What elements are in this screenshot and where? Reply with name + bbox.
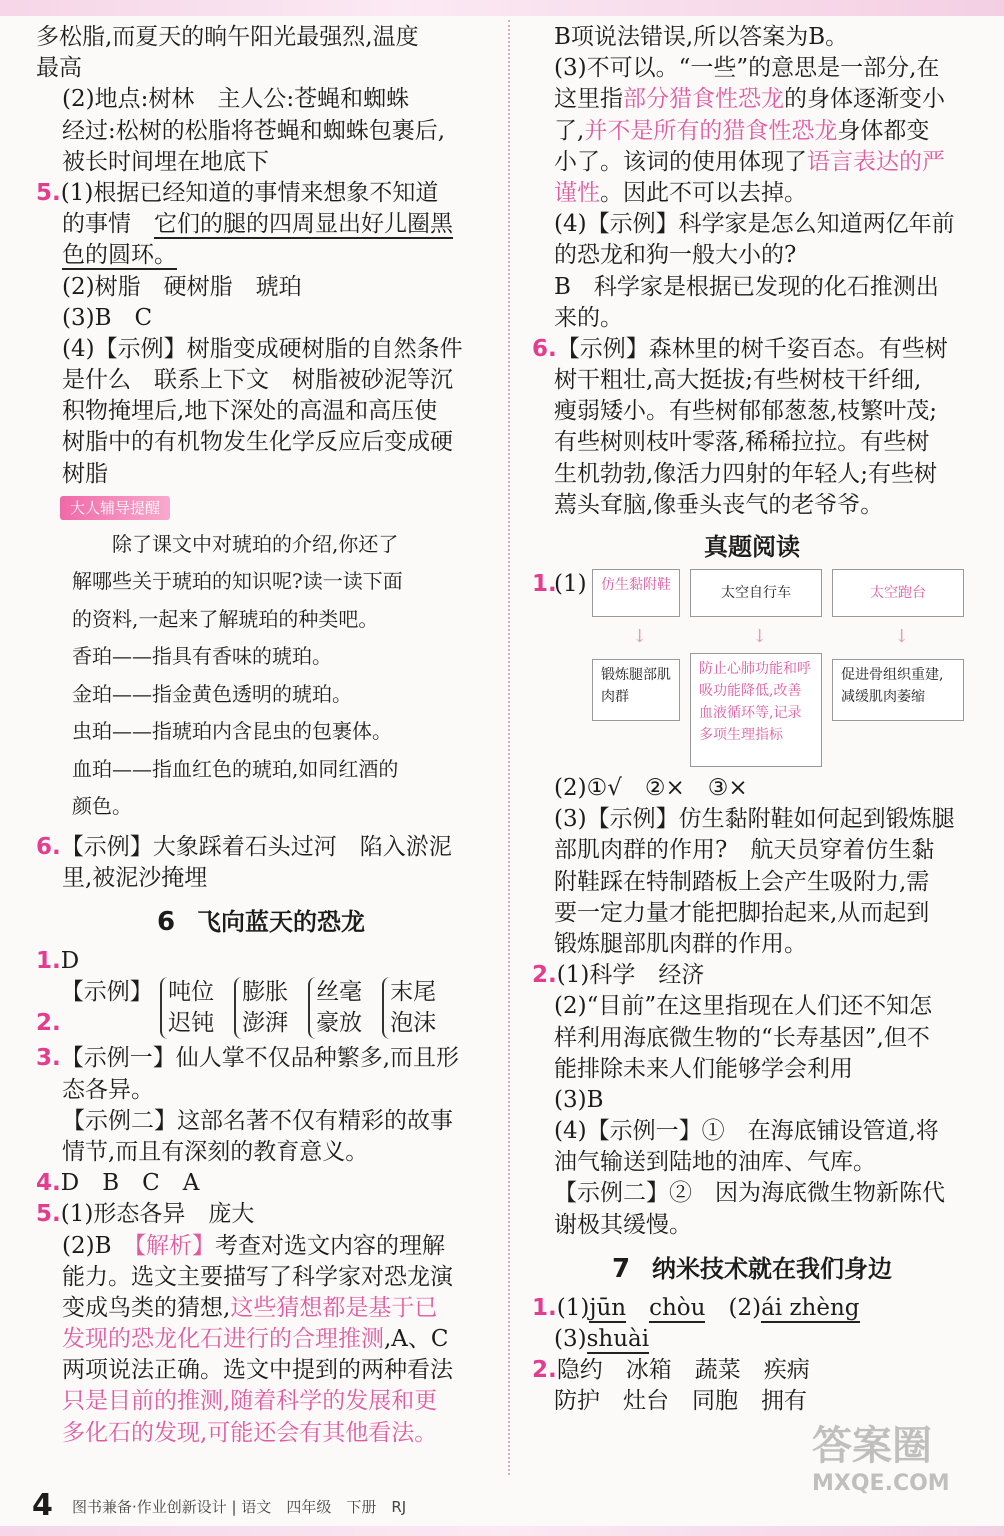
answer-text: (4)【示例】科学家是怎么知道两亿年前: [554, 211, 955, 238]
answer-text: (3)B: [554, 1086, 604, 1113]
question-5: [36, 178, 486, 209]
underlined-answer: 它们的腿的四周显出好儿圈黑: [154, 211, 453, 238]
note-line: 除了课文中对琥珀的介绍,你还了: [72, 531, 399, 556]
note-line: 的资料,一起来了解琥珀的种类吧。: [72, 606, 379, 631]
page-number: 4: [32, 1488, 53, 1523]
question-number: 6.: [36, 833, 61, 860]
answer-text: (1): [554, 571, 587, 597]
answer-text: 情节,而且有深刻的教育意义。: [62, 1138, 369, 1165]
answer-text: 树脂中的有机物发生化学反应后变成硬: [62, 429, 453, 456]
word-pair: 末尾 泡沫: [382, 977, 436, 1039]
answer-text: 两项说法正确。选文中提到的两种看法: [62, 1357, 453, 1384]
answer-text: (3): [554, 1326, 587, 1352]
text-line: 经过:松树的松脂将苍蝇和蜘蛛包裹后,: [62, 117, 446, 144]
watermark-url: MXQE.COM: [812, 1471, 950, 1496]
note-line: 颜色。: [72, 794, 132, 819]
pinyin: shuài: [586, 1326, 650, 1352]
answer-text: 【示例】森林里的树千姿百态。有些树: [556, 335, 948, 362]
word-pair: 丝毫 豪放: [308, 977, 362, 1039]
highlight-text: 并不是所有的猎食性恐龙: [584, 117, 838, 144]
arrow-down-icon: ↓: [752, 626, 768, 647]
answer-text: 树干粗壮,高大挺拔;有些树枝干纤细,: [554, 367, 922, 394]
answer-text: 锻炼腿部肌肉群的作用。: [554, 930, 807, 957]
answer-text: 防护 灶台 同胞 拥有: [554, 1388, 807, 1415]
answer-text: 隐约 冰箱 蔬菜 疾病: [556, 1357, 810, 1384]
pinyin: jūn: [589, 1294, 627, 1321]
highlight-text: 这些猜想都是基于已: [230, 1294, 438, 1321]
answer-text: 附鞋踩在特制踏板上会产生吸附力,需: [554, 868, 930, 895]
bottom-decor-band: [0, 1526, 1004, 1536]
answer-text: (2)①√ ②× ③×: [554, 775, 748, 801]
answer-text: (4)【示例一】① 在海底铺设管道,将: [554, 1118, 939, 1145]
highlight-text: 谨性: [554, 179, 600, 206]
underlined-answer: 色的圆环。: [62, 242, 177, 269]
answer-text: 。因此不可以去掉。: [600, 179, 807, 206]
answer-text: (1)形态各异 庞大: [60, 1201, 255, 1228]
answer-text: 蔫头耷脑,像垂头丧气的老爷爷。: [554, 491, 884, 518]
column-divider: [508, 20, 511, 1475]
left-column: [36, 22, 486, 1449]
analysis-label: 【解析】: [134, 1232, 215, 1259]
arrow-down-icon: ↓: [894, 626, 910, 647]
word-pair: 吨位 迟钝: [160, 977, 214, 1039]
answer-text: (1)科学 经济: [556, 962, 705, 989]
answer-text: 要一定力量才能把脚抬起来,从而起到: [554, 899, 930, 926]
answer-text: 谢极其缓慢。: [554, 1211, 692, 1238]
question-number: 1.: [532, 1294, 557, 1321]
question-6: [36, 832, 486, 863]
answer-text: (3)【示例】仿生黏附鞋如何起到锻炼腿: [554, 806, 955, 833]
highlight-text: 只是目前的推测,随着科学的发展和更: [62, 1388, 438, 1415]
section-name: 纳米技术就在我们身边: [652, 1254, 893, 1283]
answer-text: 这里指: [554, 86, 623, 113]
example-label: 【示例】: [60, 979, 153, 1006]
answer-text: (2)B: [62, 1232, 135, 1259]
question-2-word-pairs: [36, 977, 486, 1043]
guidance-tag: 大人辅导提醒: [60, 496, 170, 520]
question-number: 6.: [532, 335, 557, 362]
answer-text: (1): [556, 1294, 590, 1321]
section-title-7: [532, 1241, 972, 1293]
answer-text: 里,被泥沙掩埋: [62, 865, 208, 891]
question-number: 2.: [532, 1357, 557, 1384]
flow-diagram: [532, 569, 972, 769]
answer-text: B 科学家是根据已发现的化石推测出: [554, 273, 939, 300]
answer-text: 【示例二】这部名著不仅有精彩的故事: [62, 1107, 453, 1134]
text-line: 多松脂,而夏天的晌午阳光最强烈,温度: [36, 24, 419, 50]
answer-text: 的身体逐渐变小: [784, 86, 945, 113]
right-column: [532, 22, 972, 1418]
answer-text: 来的。: [554, 304, 623, 331]
flow-box-top: 太空跑台: [832, 569, 964, 617]
answer-text: (2)树脂 硬树脂 琥珀: [62, 273, 302, 300]
flow-box-bottom: 防止心肺功能和呼吸功能降低,改善血液循环等,记录多项生理指标: [690, 653, 822, 767]
answer-text: 了,: [554, 117, 585, 144]
answer-text: 部肌肉群的作用? 航天员穿着仿生黏: [554, 837, 935, 864]
question-number: 1.: [36, 948, 61, 975]
answer-text: D: [60, 948, 80, 975]
pinyin-answers: [532, 1293, 972, 1324]
flow-box-top: 仿生黏附鞋: [592, 569, 680, 617]
answer-text: (3)B C: [62, 304, 153, 331]
top-decor-band: [0, 0, 1004, 16]
answer-text: 变成鸟类的猜想,: [62, 1294, 231, 1321]
question-number: 2.: [532, 962, 557, 989]
answer-text: 能力。选文主要描写了科学家对恐龙演: [62, 1263, 453, 1290]
question-number: 5.: [36, 1201, 61, 1228]
watermark-logo: 答案圈: [812, 1423, 932, 1469]
answer-text: 是什么 联系上下文 树脂被砂泥等沉: [62, 367, 453, 394]
highlight-text: 部分猎食性恐龙: [623, 86, 784, 113]
answer-text: (1)根据已经知道的事情来想象不知道: [60, 179, 439, 206]
answer-text: 【示例一】仙人掌不仅品种繁多,而且形: [60, 1045, 460, 1072]
answer-text: ,A、C: [384, 1326, 449, 1353]
note-line: 虫珀——指琥珀内含昆虫的包裹体。: [72, 719, 392, 744]
note-line: 血珀——指血红色的琥珀,如同红酒的: [72, 756, 399, 781]
footer-text: 图书兼备·作业创新设计 | 语文 四年级 下册 RJ: [72, 1498, 407, 1516]
flow-box-bottom: 促进骨组织重建,减缓肌肉萎缩: [832, 659, 964, 721]
text-line: 最高: [36, 55, 82, 82]
answer-text: 积物掩埋后,地下深处的高温和高压使: [62, 398, 438, 425]
answer-text: 树脂: [62, 460, 108, 487]
question-number: 5.: [36, 179, 61, 206]
answer-text: 生机勃勃,像活力四射的年轻人;有些树: [554, 460, 938, 487]
page-footer: [0, 1486, 1004, 1536]
word-pair: 膨胀 澎湃: [234, 977, 288, 1039]
text-line: 被长时间埋在地底下: [62, 148, 269, 175]
highlight-text: 发现的恐龙化石进行的合理推测: [62, 1326, 384, 1353]
answer-text: 【示例二】② 因为海底微生物新陈代: [554, 1180, 945, 1207]
watermark: [812, 1414, 992, 1496]
answer-text: 考查对选文内容的理解: [214, 1232, 445, 1259]
question-number: 1.: [532, 571, 557, 597]
answer-text: 的事情: [62, 211, 154, 238]
question-6-right: [532, 334, 972, 365]
arrow-down-icon: ↓: [632, 626, 648, 647]
answer-text: 能排除未来人们能够学会利用: [554, 1055, 853, 1082]
answer-text: 的恐龙和狗一般大小的?: [554, 242, 797, 269]
answer-text: (2)“目前”在这里指现在人们还不知怎: [554, 993, 933, 1020]
answer-text: D B C A: [60, 1170, 200, 1197]
highlight-text: 多化石的发现,可能还会有其他看法。: [62, 1419, 438, 1446]
answer-text: 身体都变: [837, 117, 930, 144]
pinyin: ái zhèng: [761, 1294, 860, 1321]
note-line: 解哪些关于琥珀的知识呢?读一读下面: [72, 569, 403, 594]
answer-text: 态各异。: [62, 1076, 154, 1103]
section-title-6: [36, 894, 486, 946]
answer-text: (4)【示例】树脂变成硬树脂的自然条件: [62, 335, 463, 362]
note-line: 香珀——指具有香味的琥珀。: [72, 644, 332, 669]
answer-text: 小了。该词的使用体现了: [554, 148, 807, 175]
section-number: 7: [611, 1253, 631, 1284]
answer-text: B项说法错误,所以答案为B。: [554, 24, 849, 50]
question-number: 4.: [36, 1170, 61, 1197]
section-number: 6: [156, 907, 176, 938]
answer-text: 瘦弱矮小。有些树郁郁葱葱,枝繁叶茂;: [554, 398, 938, 425]
question-number: 2.: [36, 1010, 61, 1037]
section-name: 飞向蓝天的恐龙: [197, 908, 366, 937]
answer-text: 有些树则枝叶零落,稀稀拉拉。有些树: [554, 429, 930, 456]
answer-text: (3)不可以。“一些”的意思是一部分,在: [554, 55, 940, 82]
highlight-text: 语言表达的严: [807, 148, 945, 175]
flow-box-bottom: 锻炼腿部肌肉群: [592, 659, 680, 721]
text-line: (2)地点:树林 主人公:苍蝇和蜘蛛: [62, 86, 410, 113]
answer-text: 【示例】大象踩着石头过河 陷入淤泥: [60, 833, 452, 860]
section-title-real-reading: 真题阅读: [704, 533, 800, 561]
answer-text: 样利用海底微生物的“长寿基因”,但不: [554, 1024, 930, 1051]
pinyin: chòu: [649, 1294, 706, 1321]
answer-text: (2): [705, 1294, 762, 1321]
note-line: 金珀——指金黄色透明的琥珀。: [72, 681, 352, 706]
answer-text: 油气输送到陆地的油库、气库。: [554, 1149, 876, 1176]
flow-box-top: 太空自行车: [690, 569, 822, 617]
question-number: 3.: [36, 1045, 61, 1072]
